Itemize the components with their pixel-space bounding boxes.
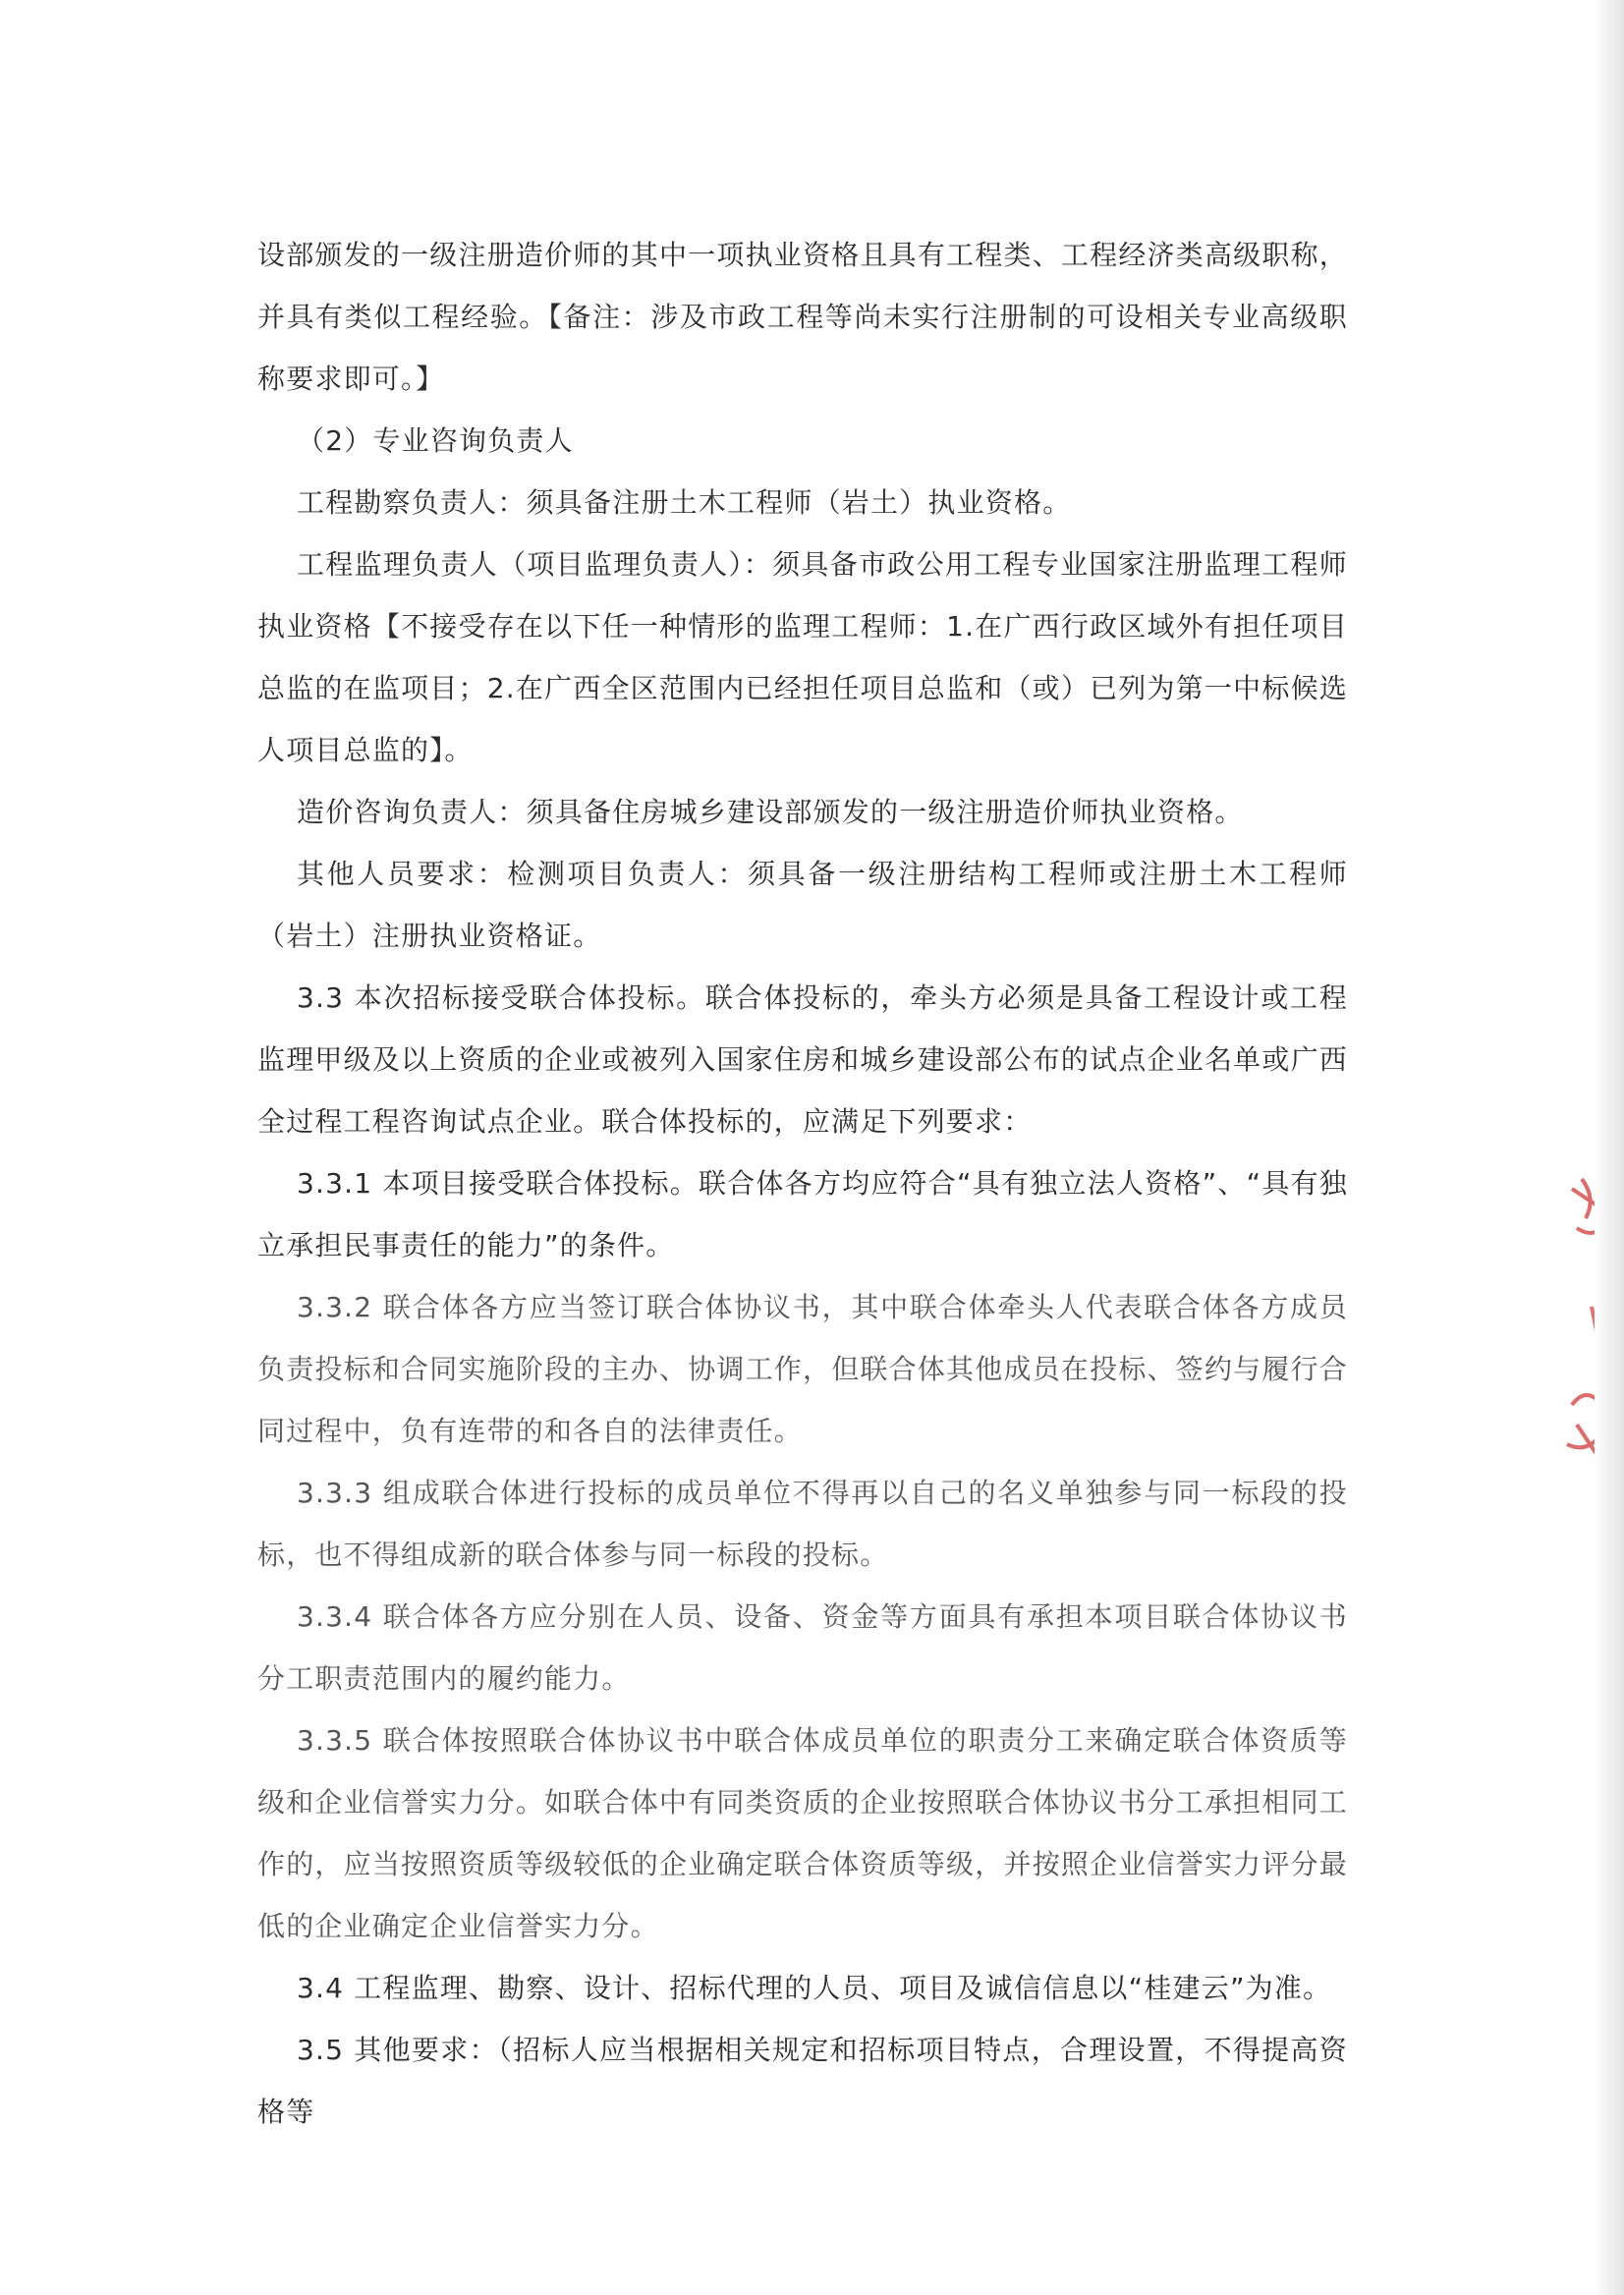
paragraph-9: 3.3.2 联合体各方应当签订联合体协议书，其中联合体牵头人代表联合体各方成员负责投标和合同实施阶段的主办、协调工作，但联合体其他成员在投标、签约与履行合同过程中，负有连带的和各自的法律责任。 bbox=[257, 1291, 1348, 1447]
paragraph-14: 3.5 其他要求：（招标人应当根据相关规定和招标项目特点，合理设置，不得提高资格等 bbox=[257, 2034, 1348, 2128]
document-body bbox=[257, 224, 1348, 2143]
paragraph-1: 设部颁发的一级注册造价师的其中一项执业资格且具有工程类、工程经济类高级职称，并具有类似工程经验。【备注：涉及市政工程等尚未实行注册制的可设相关专业高级职称要求即可。】 bbox=[257, 239, 1348, 395]
paragraph-13: 3.4 工程监理、勘察、设计、招标代理的人员、项目及诚信信息以“桂建云”为准。 bbox=[297, 1972, 1332, 2004]
paragraph-5: 造价咨询负责人：须具备住房城乡建设部颁发的一级注册造价师执业资格。 bbox=[297, 796, 1244, 828]
scan-edge-shadow bbox=[1595, 0, 1624, 2295]
paragraph-11: 3.3.4 联合体各方应分别在人员、设备、资金等方面具有承担本项目联合体协议书分工职责范围内的履约能力。 bbox=[257, 1600, 1348, 1695]
paragraph-12: 3.3.5 联合体按照联合体协议书中联合体成员单位的职责分工来确定联合体资质等级和企业信誉实力分。如联合体中有同类资质的企业按照联合体协议书分工承担相同工作的，应当按照资质等级较低的企业确定联合体资质等级，并按照企业信誉实力评分最低的企业确定企业信誉实力分。 bbox=[257, 1724, 1348, 1942]
paragraph-6: 其他人员要求：检测项目负责人：须具备一级注册结构工程师或注册土木工程师（岩土）注册执业资格证。 bbox=[257, 858, 1348, 952]
paragraph-2: （2）专业咨询负责人 bbox=[297, 424, 574, 457]
paragraph-8: 3.3.1 本项目接受联合体投标。联合体各方均应符合“具有独立法人资格”、“具有独立承担民事责任的能力”的条件。 bbox=[257, 1167, 1348, 1261]
paragraph-4: 工程监理负责人（项目监理负责人）：须具备市政公用工程专业国家注册监理工程师执业资格【不接受存在以下任一种情形的监理工程师：1.在广西行政区域外有担任项目总监的在监项目；2.在广西全区范围内已经担任项目总监和（或）已列为第一中标候选人项目总监的】。 bbox=[257, 548, 1348, 766]
paragraph-3: 工程勘察负责人：须具备注册土木工程师（岩土）执业资格。 bbox=[297, 486, 1072, 519]
paragraph-10: 3.3.3 组成联合体进行投标的成员单位不得再以自己的名义单独参与同一标段的投标，也不得组成新的联合体参与同一标段的投标。 bbox=[257, 1477, 1348, 1571]
paragraph-7: 3.3 本次招标接受联合体投标。联合体投标的，牵头方必须是具备工程设计或工程监理甲级及以上资质的企业或被列入国家住房和城乡建设部公布的试点企业名单或广西全过程工程咨询试点企业。联合体投标的，应满足下列要求： bbox=[257, 981, 1348, 1138]
